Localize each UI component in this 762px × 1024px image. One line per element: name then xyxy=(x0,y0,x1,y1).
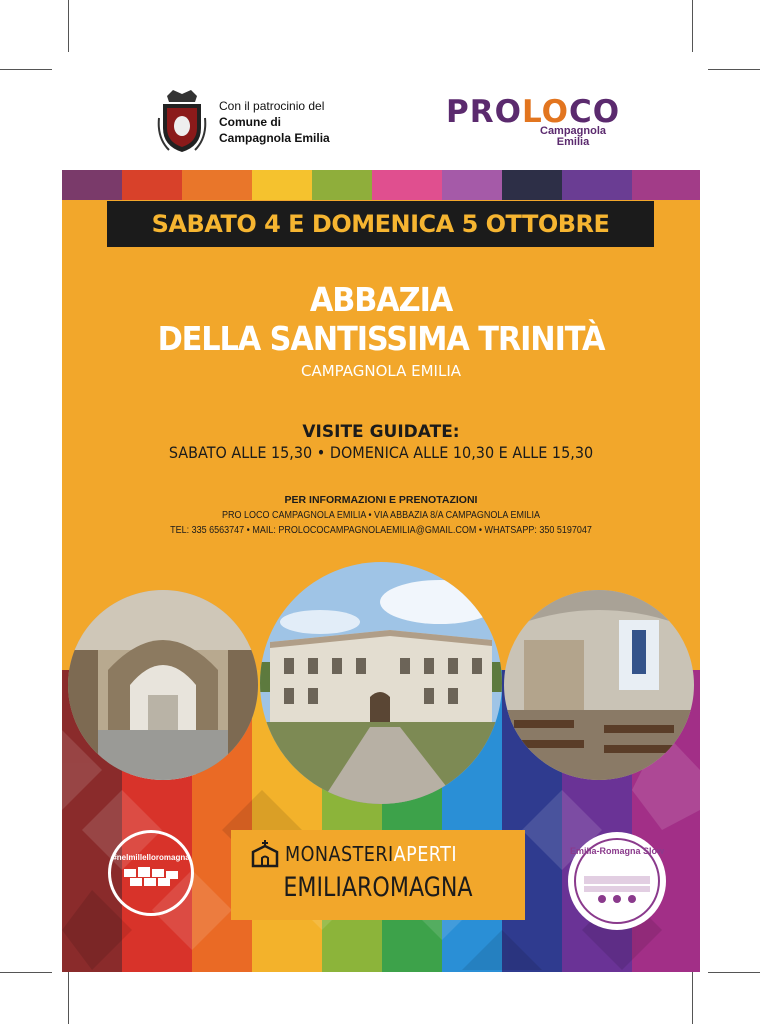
crop-mark xyxy=(68,0,69,52)
crop-mark xyxy=(708,972,760,973)
church-icon xyxy=(249,838,281,868)
region-map-icon xyxy=(124,867,178,887)
title-line-2: DELLA SANTISSIMA TRINITÀ xyxy=(157,319,605,358)
comune-crest-icon xyxy=(157,88,207,154)
visits-times: SABATO ALLE 15,30 • DOMENICA ALLE 10,30 E ALLE 15,30 xyxy=(168,443,594,462)
sponsor-text xyxy=(219,98,330,146)
badge-hashtag: #nelmillelloromagna xyxy=(112,853,190,862)
crop-mark xyxy=(0,972,52,973)
proloco-co: CO xyxy=(568,94,621,130)
comune-line: Comune di xyxy=(219,115,281,129)
hashtag-badge xyxy=(108,830,194,916)
proloco-lo: LO xyxy=(521,94,569,130)
title-line-1: ABBAZIA xyxy=(309,280,453,319)
event-poster xyxy=(62,170,700,972)
photo-chapel-interior xyxy=(504,590,694,780)
crop-mark xyxy=(68,972,69,1024)
info-address: PRO LOCO CAMPAGNOLA EMILIA • VIA ABBAZIA 8/A CAMPAGNOLA EMILIA xyxy=(222,510,540,521)
info-heading: PER INFORMAZIONI E PRENOTAZIONI xyxy=(284,494,478,506)
photo-abbey-facade xyxy=(260,562,502,804)
info-contacts: TEL: 335 6563747 • MAIL: PROLOCOCAMPAGNOLAEMILIA@GMAIL.COM • WHATSAPP: 350 5197047 xyxy=(170,525,592,536)
slow-badge xyxy=(568,832,666,930)
badge-slow-text: Emilia-Romagna Slow xyxy=(569,846,665,856)
guided-visits xyxy=(62,422,700,464)
crop-mark xyxy=(692,972,693,1024)
event-location: CAMPAGNOLA EMILIA xyxy=(300,362,462,380)
sponsor-block xyxy=(157,86,387,158)
sponsor-line: Con il patrocinio del xyxy=(219,99,325,113)
monasteri-aperti-logo xyxy=(233,832,523,918)
brand-name xyxy=(285,842,457,866)
proloco-pro: PRO xyxy=(446,94,522,130)
contact-info xyxy=(62,493,700,538)
crop-mark xyxy=(708,69,760,70)
proloco-subtitle xyxy=(540,126,606,148)
brand-aperti: APERTI xyxy=(393,842,457,866)
badge-fine-print xyxy=(582,874,652,906)
proloco-sub-line: Campagnola xyxy=(540,125,607,137)
proloco-logo xyxy=(446,88,621,158)
brand-monasteri: MONASTERI xyxy=(285,842,394,866)
crop-mark xyxy=(692,0,693,52)
brand-region: EMILIAROMAGNA xyxy=(283,872,473,903)
event-dates: SABATO 4 E DOMENICA 5 OTTOBRE xyxy=(151,210,610,238)
badge-icons xyxy=(582,874,652,904)
event-title xyxy=(62,280,700,382)
date-banner xyxy=(107,201,654,247)
comune-name: Campagnola Emilia xyxy=(219,131,330,145)
crop-mark xyxy=(0,69,52,70)
proloco-sub-line: Emilia xyxy=(556,136,590,148)
photo-interior-arch xyxy=(68,590,258,780)
visits-heading: VISITE GUIDATE: xyxy=(302,422,460,442)
